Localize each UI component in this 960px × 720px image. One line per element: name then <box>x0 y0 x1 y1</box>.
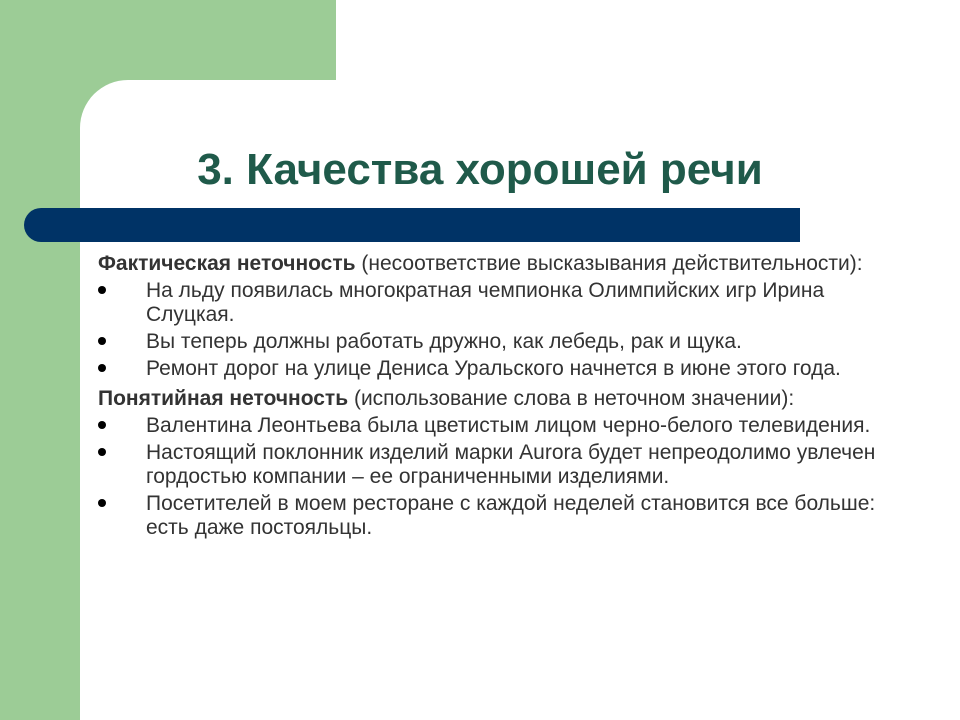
list-item <box>98 357 898 381</box>
list-item-text: Настоящий поклонник изделий марки Aurora будет непреодолимо увлечен гордостью компании – ее ограниченными изделиями. <box>146 441 876 488</box>
group-term: Понятийная неточность <box>98 387 349 410</box>
bullet-icon <box>98 421 106 429</box>
group-definition: (несоответствие высказывания действительности): <box>355 252 863 275</box>
slide-body <box>98 252 898 540</box>
list-item <box>98 414 898 438</box>
bullet-icon <box>98 448 106 456</box>
list-item <box>98 330 898 354</box>
list-item <box>98 279 898 327</box>
group-definition: (использование слова в неточном значении): <box>348 387 795 410</box>
bullet-icon <box>98 364 106 372</box>
list-item-text: Посетителей в моем ресторане с каждой неделей становится все больше: есть даже постояльцы. <box>146 492 876 539</box>
group-heading-conceptual <box>98 387 898 411</box>
list-item-text: На льду появилась многократная чемпионка Олимпийских игр Ирина Слуцкая. <box>146 279 825 326</box>
list-item-text: Ремонт дорог на улице Дениса Уральского начнется в июне этого года. <box>146 357 841 380</box>
title-underline-bar <box>24 208 800 242</box>
group-heading-factual <box>98 252 898 276</box>
bullet-icon <box>98 499 106 507</box>
list-item-text: Вы теперь должны работать дружно, как лебедь, рак и щука. <box>146 330 742 353</box>
list-item <box>98 441 898 489</box>
list-item-text: Валентина Леонтьева была цветистым лицом черно-белого телевидения. <box>146 414 871 437</box>
bullet-icon <box>98 286 106 294</box>
slide-title: 3. Качества хорошей речи <box>197 145 763 194</box>
bullet-icon <box>98 337 106 345</box>
list-item <box>98 492 898 540</box>
group-term: Фактическая неточность <box>98 252 356 275</box>
